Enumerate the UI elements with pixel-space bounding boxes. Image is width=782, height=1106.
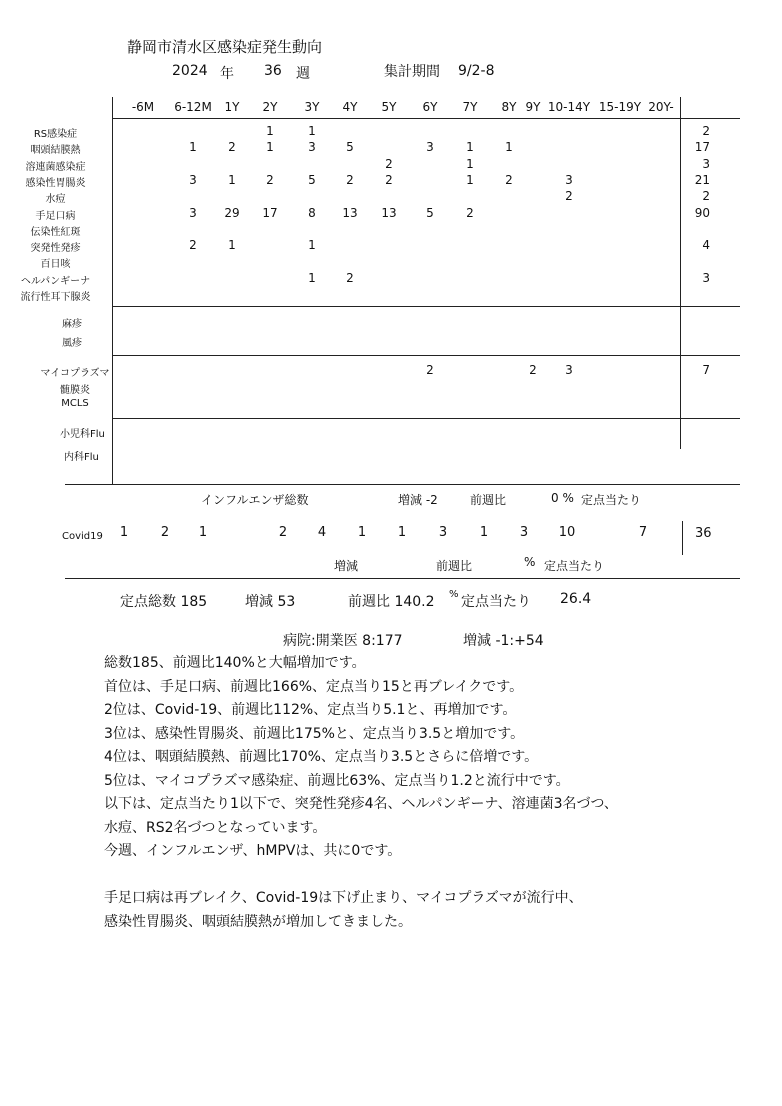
row-total: 3: [702, 270, 710, 285]
disease-name: 溶連菌感染症: [25, 161, 86, 173]
disease-name: 髄膜炎: [60, 385, 90, 396]
count-cell: 2: [189, 238, 197, 253]
covid-percent: %: [524, 555, 536, 569]
table-left-rule: [112, 97, 113, 484]
covid-value: 10: [558, 525, 576, 540]
period-label: 集計期間: [384, 64, 440, 80]
rubella-label: 風疹: [62, 338, 82, 349]
covid-change: 増減: [334, 559, 359, 573]
hospital-ratio: 病院:開業医 8:177: [283, 633, 403, 649]
report-year-unit: 年: [220, 66, 234, 82]
row-total: 2: [702, 124, 710, 138]
count-cell: 1: [228, 172, 236, 187]
covid-total: 36: [695, 526, 712, 541]
disease-name: MCLS: [61, 398, 89, 409]
count-cell: 1: [308, 270, 316, 285]
age-column-header: 9Y: [525, 100, 541, 114]
count-cell: 13: [342, 205, 358, 220]
covid-value: 4: [317, 525, 327, 540]
count-cell: 13: [381, 205, 397, 220]
covid-per-point: 定点当たり: [544, 559, 605, 573]
internal-flu-label: 内科Flu: [64, 452, 99, 463]
disease-name: 手足口病: [35, 210, 76, 222]
influenza-prev-week-ratio: 前週比: [470, 493, 507, 507]
count-cell: 1: [308, 124, 316, 138]
count-cell: 1: [266, 140, 274, 155]
covid-value: 3: [438, 525, 448, 540]
count-cell: 3: [308, 140, 316, 155]
commentary-line: 総数185、前週比140%と大幅増加です。: [104, 655, 366, 671]
age-column-header: 1Y: [224, 100, 240, 114]
count-cell: 2: [346, 270, 354, 285]
disease-name: 咽頭結膜熱: [30, 145, 81, 157]
count-cell: 2: [529, 363, 537, 377]
count-cell: 1: [466, 172, 474, 187]
disease-name: 水痘: [45, 194, 66, 206]
measles-label: 麻疹: [62, 319, 82, 330]
count-cell: 2: [426, 363, 434, 377]
covid-value: 2: [278, 525, 288, 540]
commentary-line: 5位は、マイコプラズマ感染症、前週比63%、定点当り1.2と流行中です。: [104, 772, 570, 789]
report-year: 2024: [172, 63, 208, 79]
count-cell: 2: [266, 172, 274, 187]
count-cell: 2: [346, 172, 354, 187]
age-column-header: 4Y: [342, 100, 358, 114]
count-cell: 1: [466, 140, 474, 155]
influenza-total-label: インフルエンザ総数: [201, 493, 309, 507]
disease-name: 百日咳: [40, 259, 71, 271]
count-cell: 1: [189, 140, 197, 155]
count-cell: 17: [262, 205, 278, 220]
influenza-per-point: 定点当たり: [581, 493, 642, 507]
count-cell: 1: [266, 124, 274, 138]
covid-value: 1: [119, 525, 129, 540]
sentinel-total: 定点総数 185: [120, 594, 208, 610]
commentary-line: 3位は、感染性胃腸炎、前週比175%と、定点当り3.5と増加です。: [104, 725, 525, 742]
disease-name: RS感染症: [33, 129, 78, 140]
commentary-line: 2位は、Covid-19、前週比112%、定点当り5.1と、再増加です。: [104, 702, 517, 718]
count-cell: 2: [385, 172, 393, 187]
total-per-point-value: 26.4: [560, 591, 592, 607]
row-total: 90: [694, 205, 710, 220]
period-value: 9/2-8: [458, 63, 495, 79]
commentary-line: 手足口病は再ブレイク、Covid-19は下げ止まり、マイコプラズマが流行中、: [104, 890, 583, 906]
total-change: 増減 53: [245, 594, 296, 610]
section-rule-3: [112, 418, 740, 419]
commentary-line: 4位は、咽頭結膜熱、前週比170%、定点当り3.5とさらに倍増です。: [104, 749, 539, 765]
total-per-point-label: 定点当たり: [461, 594, 531, 610]
section-rule-4: [65, 484, 740, 485]
covid-value: 3: [519, 525, 529, 540]
age-column-header: 2Y: [262, 100, 278, 114]
disease-name: 流行性耳下腺炎: [20, 292, 91, 303]
commentary: [104, 652, 618, 934]
pediatric-flu-label: 小児科Flu: [60, 429, 105, 440]
row-total: 4: [702, 238, 710, 253]
age-column-header: 15-19Y: [598, 100, 642, 114]
count-cell: 5: [426, 205, 434, 220]
row-total: 2: [702, 189, 710, 204]
count-cell: 1: [505, 140, 513, 155]
covid-value: 1: [479, 525, 489, 540]
disease-name: マイコプラズマ: [40, 368, 110, 379]
age-column-header: 5Y: [381, 100, 397, 114]
influenza-change: 増減 -2: [398, 493, 438, 507]
age-column-header: 7Y: [462, 100, 478, 114]
row-total: 3: [702, 156, 710, 171]
count-cell: 2: [466, 205, 474, 220]
disease-name: ヘルパンギーナ: [20, 275, 91, 287]
covid-value: 1: [198, 525, 208, 540]
page-title: 静岡市清水区感染症発生動向: [127, 38, 323, 56]
count-cell: 2: [505, 172, 513, 187]
section-rule-1: [112, 306, 740, 307]
age-column-header: 6Y: [422, 100, 438, 114]
count-cell: 3: [426, 140, 434, 155]
count-cell: 8: [308, 205, 316, 220]
covid-value: 1: [397, 525, 407, 540]
count-cell: 5: [308, 172, 316, 187]
commentary-line: 首位は、手足口病、前週比166%、定点当り15と再ブレイクです。: [104, 678, 524, 695]
row-total: 7: [702, 363, 710, 377]
count-cell: 1: [308, 238, 316, 253]
count-cell: 1: [228, 238, 236, 253]
age-column-header: 20Y-: [648, 100, 674, 114]
age-column-header: 8Y: [501, 100, 517, 114]
count-cell: 2: [228, 140, 236, 155]
commentary-line: 水痘、RS2名づつとなっています。: [104, 819, 327, 836]
influenza-percent: 0 %: [551, 491, 574, 505]
count-cell: 2: [565, 189, 573, 204]
count-cell: 5: [346, 140, 354, 155]
section-rule-5: [65, 578, 740, 579]
commentary-line: 今週、インフルエンザ、hMPVは、共に0です。: [104, 843, 402, 859]
section-rule-2: [112, 355, 740, 356]
total-percent: %: [449, 589, 459, 600]
disease-name: 伝染性紅斑: [30, 226, 81, 238]
count-cell: 3: [565, 363, 573, 377]
table-header-rule: [112, 118, 740, 119]
hospital-change: 増減 -1:+54: [463, 633, 544, 649]
age-column-header: 6-12M: [174, 100, 212, 114]
count-cell: 3: [189, 205, 197, 220]
report-week-unit: 週: [296, 66, 310, 82]
covid-prev-week-ratio: 前週比: [436, 559, 473, 573]
commentary-line: 感染性胃腸炎、咽頭結膜熱が増加してきました。: [104, 913, 412, 930]
age-column-header: 10-14Y: [547, 100, 591, 114]
covid-label: Covid19: [62, 531, 103, 542]
disease-name: 突発性発疹: [30, 243, 81, 255]
row-total: 17: [694, 140, 710, 155]
covid-value: 7: [638, 525, 648, 540]
commentary-line: 以下は、定点当たり1以下で、突発性発疹4名、ヘルパンギーナ、溶連菌3名づつ、: [104, 796, 618, 812]
covid-total-rule: [682, 521, 683, 555]
age-column-header: 3Y: [304, 100, 320, 114]
count-cell: 3: [189, 172, 197, 187]
count-cell: 29: [224, 205, 240, 220]
disease-name: 感染性胃腸炎: [25, 177, 86, 189]
total-prev-week-ratio: 前週比 140.2: [348, 594, 435, 610]
count-cell: 3: [565, 172, 573, 187]
covid-value: 2: [160, 525, 170, 540]
age-column-header: -6M: [131, 100, 155, 114]
covid-value: 1: [357, 525, 367, 540]
report-week: 36: [264, 63, 282, 79]
count-cell: 2: [385, 156, 393, 171]
row-total: 21: [694, 172, 710, 187]
count-cell: 1: [466, 156, 474, 171]
commentary-line: [104, 864, 618, 888]
